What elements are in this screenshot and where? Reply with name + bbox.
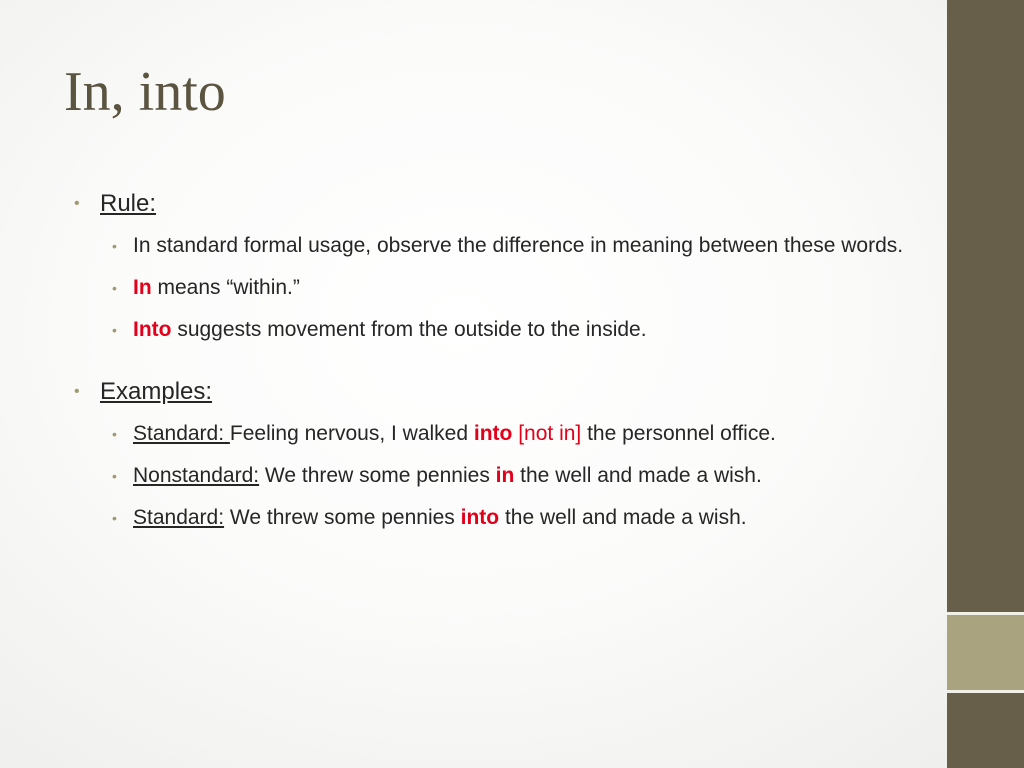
keyword: In [133,276,152,299]
rule-text: means “within.” [151,276,300,299]
decorative-sidebar [947,0,1024,768]
example-item-3 [72,502,922,534]
example-text: the well and made a wish. [514,464,762,487]
example-label: Standard: [133,506,225,529]
rule-text: suggests movement from the outside to the inside. [171,318,647,341]
rule-item-1 [72,230,922,262]
section-heading-examples [72,376,922,408]
example-text: We threw some pennies [259,464,496,487]
keyword: Into [133,318,172,341]
slide-content [72,188,922,534]
example-item-2 [72,460,922,492]
keyword: in [495,464,515,487]
bullet-dot-icon: • [112,468,117,484]
keyword: into [473,422,513,445]
example-text: the personnel office. [581,422,776,445]
heading-text: Examples: [100,378,213,405]
example-label: Nonstandard: [133,464,260,487]
rule-item-3 [72,314,922,346]
bullet-dot-icon: • [112,510,117,526]
bullet-dot-icon: • [74,383,80,400]
example-text: the well and made a wish. [499,506,747,529]
rule-item-2 [72,272,922,304]
example-text: We threw some pennies [224,506,461,529]
bullet-dot-icon: • [112,322,117,338]
heading-text: Rule: [100,190,157,217]
keyword-note: [not in] [518,422,582,445]
rule-text: In standard formal usage, observe the difference in meaning between these words. [133,234,904,257]
bullet-dot-icon: • [112,426,117,442]
bullet-dot-icon: • [112,280,117,296]
bullet-dot-icon: • [112,238,117,254]
example-text: Feeling nervous, I walked [229,422,474,445]
example-item-1 [72,418,922,450]
section-heading-rule [72,188,922,220]
slide-title: In, into [64,61,226,123]
sidebar-divider-bottom [947,690,1024,693]
bullet-dot-icon: • [74,195,80,212]
sidebar-accent-block [947,615,1024,690]
keyword: into [460,506,500,529]
example-label: Standard: [133,422,230,445]
